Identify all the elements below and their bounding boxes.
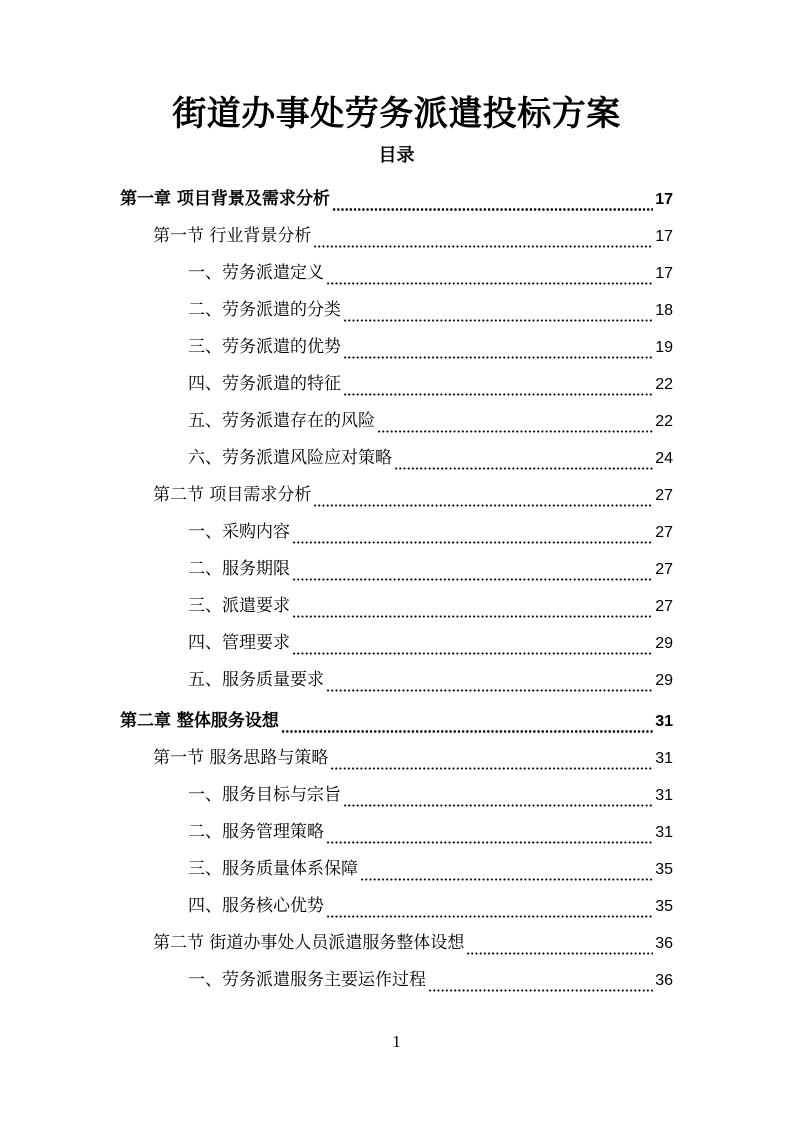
toc-page-number: 27 <box>655 598 673 615</box>
toc-entry-item[interactable] <box>188 440 673 477</box>
toc-entry-item[interactable] <box>188 777 673 814</box>
toc-entry-item[interactable] <box>188 366 673 403</box>
toc-entry-label: 三、劳务派遣的优势 <box>188 337 341 357</box>
toc-entry-label: 四、服务核心优势 <box>188 896 324 916</box>
toc-entry-label: 第二节 项目需求分析 <box>153 485 312 505</box>
toc-dot-leader <box>292 637 653 655</box>
toc-dot-leader <box>326 674 653 692</box>
toc-page-number: 35 <box>655 898 673 915</box>
toc-entry-item[interactable] <box>188 888 673 925</box>
toc-entry-label: 第一节 服务思路与策略 <box>153 748 329 768</box>
toc-entry-chapter-2[interactable] <box>120 703 673 740</box>
toc-page-number: 24 <box>655 450 673 467</box>
toc-page-number: 27 <box>655 561 673 578</box>
toc-entry-label: 五、服务质量要求 <box>188 670 324 690</box>
toc-dot-leader <box>343 341 653 359</box>
toc-page-number: 35 <box>655 861 673 878</box>
toc-dot-leader <box>394 452 653 470</box>
toc-entry-item[interactable] <box>188 851 673 888</box>
toc-dot-leader <box>326 900 653 918</box>
toc-entry-item[interactable] <box>188 551 673 588</box>
toc-dot-leader <box>292 526 653 544</box>
toc-page-number: 31 <box>655 787 673 804</box>
toc-entry-item[interactable] <box>188 962 673 999</box>
toc-page-number: 29 <box>655 635 673 652</box>
toc-dot-leader <box>292 563 653 581</box>
toc-page-number: 36 <box>655 935 673 952</box>
page-number: 1 <box>392 1032 401 1051</box>
toc-dot-leader <box>332 193 653 211</box>
toc-page-number: 17 <box>655 191 673 208</box>
toc-entry-label: 六、劳务派遣风险应对策略 <box>188 448 392 468</box>
toc-entry-section[interactable] <box>153 218 673 255</box>
toc-heading: 目录 <box>378 145 415 166</box>
toc-dot-leader <box>281 715 653 733</box>
toc-entry-label: 二、服务管理策略 <box>188 822 324 842</box>
toc-page-number: 36 <box>655 972 673 989</box>
toc-dot-leader <box>343 304 653 322</box>
toc-entry-section[interactable] <box>153 925 673 962</box>
toc-entry-label: 第一节 行业背景分析 <box>153 226 312 246</box>
toc-entry-label: 四、管理要求 <box>188 633 290 653</box>
toc-dot-leader <box>313 489 653 507</box>
toc-entry-item[interactable] <box>188 662 673 699</box>
toc-entry-label: 一、劳务派遣定义 <box>188 263 324 283</box>
toc-dot-leader <box>343 789 653 807</box>
toc-page-number: 17 <box>655 265 673 282</box>
toc-entry-section[interactable] <box>153 740 673 777</box>
toc-entry-item[interactable] <box>188 255 673 292</box>
toc-page-number: 31 <box>655 750 673 767</box>
toc-entry-item[interactable] <box>188 814 673 851</box>
toc-page-number: 31 <box>655 713 673 730</box>
toc-entry-item[interactable] <box>188 588 673 625</box>
toc-dot-leader <box>326 267 653 285</box>
toc-entry-label: 三、派遣要求 <box>188 596 290 616</box>
toc-dot-leader <box>466 937 653 955</box>
toc-dot-leader <box>428 974 653 992</box>
toc-page-number: 18 <box>655 302 673 319</box>
toc-entry-section[interactable] <box>153 477 673 514</box>
toc-dot-leader <box>313 230 653 248</box>
toc-page-number: 27 <box>655 487 673 504</box>
toc-entry-label: 二、服务期限 <box>188 559 290 579</box>
toc-page-number: 19 <box>655 339 673 356</box>
toc-dot-leader <box>343 378 653 396</box>
toc-page-number: 29 <box>655 672 673 689</box>
toc-entry-label: 四、劳务派遣的特征 <box>188 374 341 394</box>
toc-entry-chapter-1[interactable] <box>120 181 673 218</box>
toc-entry-label: 五、劳务派遣存在的风险 <box>188 411 375 431</box>
toc-entry-label: 一、服务目标与宗旨 <box>188 785 341 805</box>
toc-entry-label: 三、服务质量体系保障 <box>188 859 358 879</box>
toc-entry-item[interactable] <box>188 514 673 551</box>
toc-entry-item[interactable] <box>188 403 673 440</box>
toc-entry-label: 二、劳务派遣的分类 <box>188 300 341 320</box>
toc-entry-label: 一、采购内容 <box>188 522 290 542</box>
toc-entry-label: 第一章 项目背景及需求分析 <box>120 189 330 209</box>
toc-dot-leader <box>330 752 653 770</box>
toc-entry-label: 第二节 街道办事处人员派遣服务整体设想 <box>153 933 465 953</box>
toc-dot-leader <box>377 415 653 433</box>
toc-page-number: 31 <box>655 824 673 841</box>
toc-page-number: 22 <box>655 376 673 393</box>
document-title: 街道办事处劳务派遣投标方案 <box>172 94 621 134</box>
toc-entry-label: 一、劳务派遣服务主要运作过程 <box>188 970 426 990</box>
toc-entry-label: 第二章 整体服务设想 <box>120 711 279 731</box>
toc-entry-item[interactable] <box>188 625 673 662</box>
toc-page-number: 27 <box>655 524 673 541</box>
toc-dot-leader <box>292 600 653 618</box>
toc-page-number: 17 <box>655 228 673 245</box>
toc-dot-leader <box>360 863 653 881</box>
toc-entry-item[interactable] <box>188 292 673 329</box>
toc-entry-item[interactable] <box>188 329 673 366</box>
toc-dot-leader <box>326 826 653 844</box>
toc-page-number: 22 <box>655 413 673 430</box>
